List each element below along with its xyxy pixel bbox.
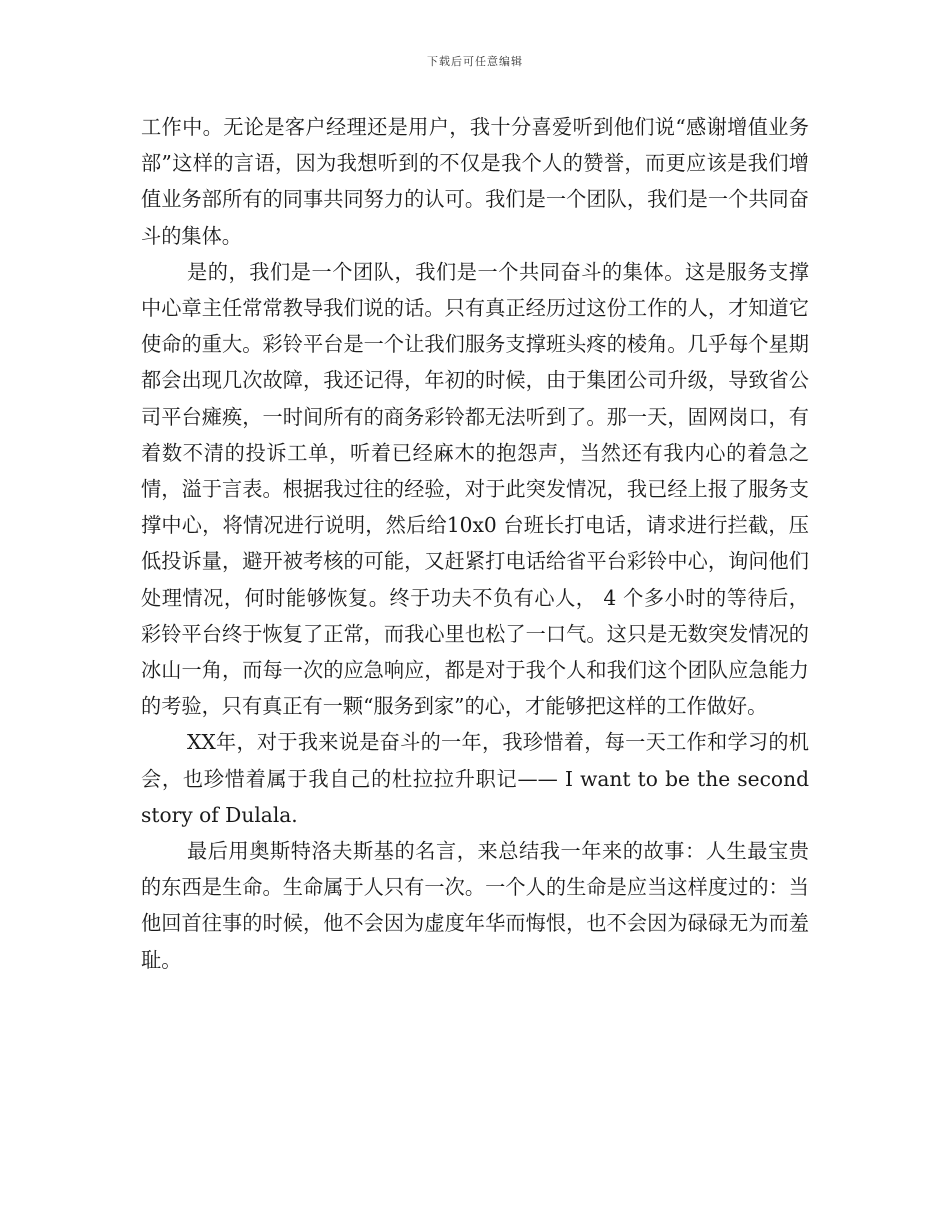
- document-body: [141, 109, 809, 978]
- header-note: 下载后可任意编辑: [427, 55, 523, 68]
- paragraph-4: 最后用奥斯特洛夫斯基的名言，来总结我一年来的故事：人生最宝贵的东西是生命。生命属于人只有一次。一个人的生命是应当这样度过的：当他回首往事的时候，他不会因为虚度年华而悔恨，也不会因为碌碌无为而羞耻。: [141, 839, 809, 972]
- paragraph-3: XX年，对于我来说是奋斗的一年，我珍惜着，每一天工作和学习的机会，也珍惜着属于我自己的杜拉拉升职记—— I want to be the second story of Dulala.: [141, 730, 809, 827]
- paragraph-1: 工作中。无论是客户经理还是用户，我十分喜爱听到他们说“感谢增值业务部”这样的言语，因为我想听到的不仅是我个人的赞誉，而更应该是我们增值业务部所有的同事共同努力的认可。我们是一个团队，我们是一个共同奋斗的集体。: [141, 115, 809, 248]
- paragraph-2: 是的，我们是一个团队，我们是一个共同奋斗的集体。这是服务支撑中心章主任常常教导我们说的话。只有真正经历过这份工作的人，才知道它使命的重大。彩铃平台是一个让我们服务支撑班头疼的棱角。几乎每个星期都会出现几次故障，我还记得，年初的时候，由于集团公司升级，导致省公司平台瘫痪，一时间所有的商务彩铃都无法听到了。那一天，固网岗口，有着数不清的投诉工单，听着已经麻木的抱怨声，当然还有我内心的着急之情，溢于言表。根据我过往的经验，对于此突发情况，我已经上报了服务支撑中心，将情况进行说明，然后给10x0 台班长打电话，请求进行拦截，压低投诉量，避开被考核的可能，又赶紧打电话给省平台彩铃中心，询问他们处理情况，何时能够恢复。终于功夫不负有心人， 4 个多小时的等待后，彩铃平台终于恢复了正常，而我心里也松了一口气。这只是无数突发情况的冰山一角，而每一次的应急响应，都是对于我个人和我们这个团队应急能力的考验，只有真正有一颗“服务到家”的心，才能够把这样的工作做好。: [141, 259, 809, 719]
